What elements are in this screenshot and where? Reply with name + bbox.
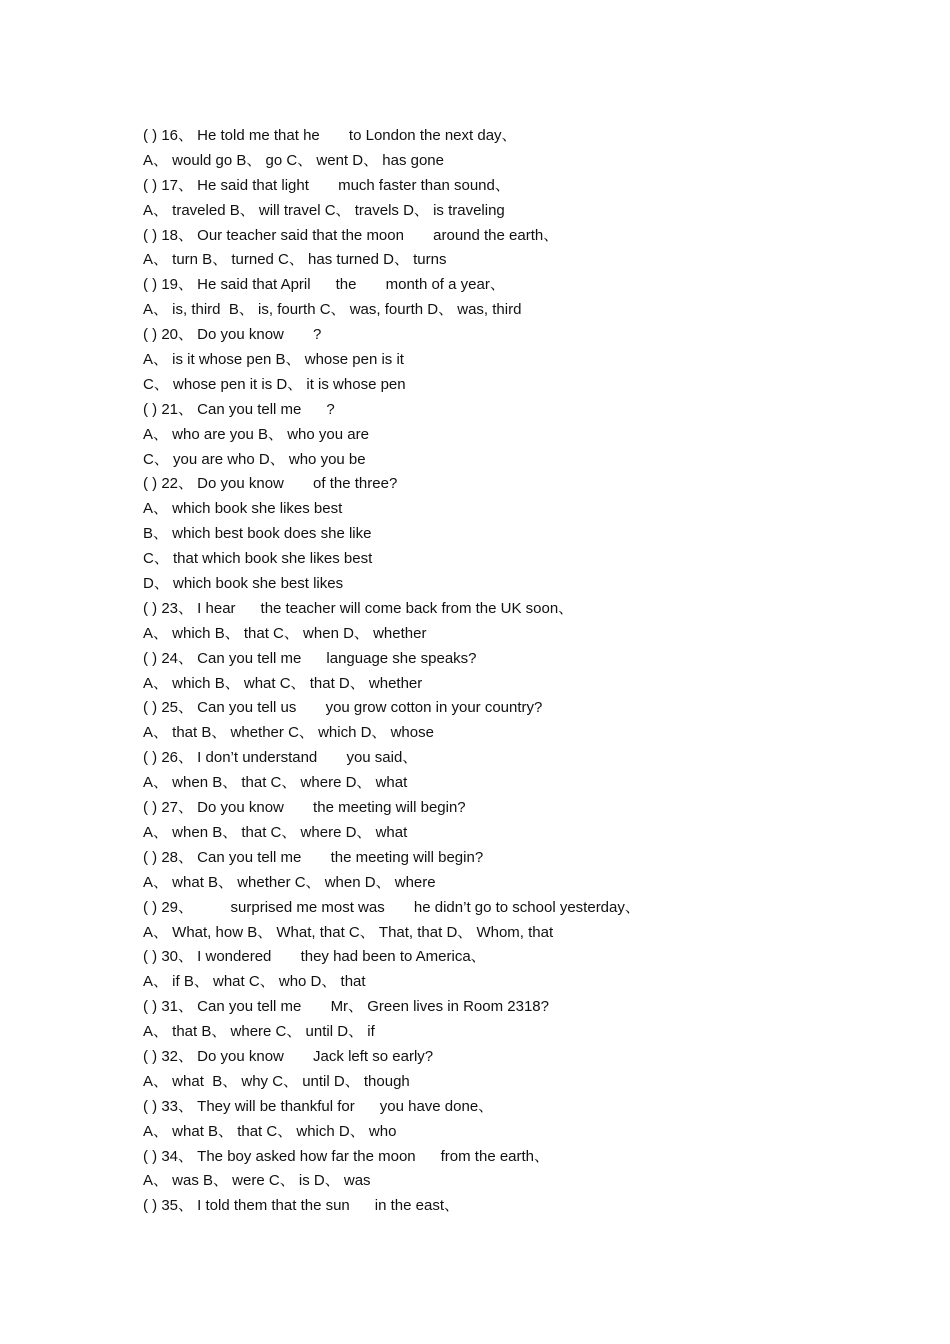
options-line: A、 would go B、 go C、 went D、 has gone [143,151,444,169]
options-line: A、 is it whose pen B、 whose pen is it [143,351,404,369]
options-line: A、 that B、 where C、 until D、 if [143,1023,375,1041]
options-line: A、 What, how B、 What, that C、 That, that D、 Whom, that [143,923,554,941]
question-line: ( ) 22、 Do you know of the three? [143,475,398,493]
options-line: C、 whose pen it is D、 it is whose pen [143,375,406,393]
options-line: A、 that B、 whether C、 which D、 whose [143,724,434,742]
options-line: A、 what B、 that C、 which D、 who [143,1122,397,1140]
question-line: ( ) 16、 He told me that he to London the next day、 [143,127,517,144]
question-line: ( ) 30、 I wondered they had been to America、 [143,948,486,966]
options-line: B、 which best book does she like [143,525,372,543]
question-line: ( ) 19、 He said that April the month of a year、 [143,276,505,294]
question-line: ( ) 34、 The boy asked how far the moon from the earth、 [143,1147,550,1165]
options-line: A、 turn B、 turned C、 has turned D、 turns [143,251,447,269]
options-line: C、 you are who D、 who you be [143,450,366,468]
options-line: A、 what B、 whether C、 when D、 where [143,873,436,891]
options-line: A、 when B、 that C、 where D、 what [143,823,408,841]
question-line: ( ) 35、 I told them that the sun in the east、 [143,1197,459,1215]
question-line: ( ) 20、 Do you know ? [143,326,322,344]
question-line: ( ) 27、 Do you know the meeting will begin? [143,799,466,817]
question-line: ( ) 25、 Can you tell us you grow cotton in your country? [143,699,543,717]
options-line: A、 was B、 were C、 is D、 was [143,1172,371,1190]
question-line: ( ) 26、 I don’t understand you said、 [143,749,418,767]
options-line: A、 traveled B、 will travel C、 travels D、 is traveling [143,201,505,219]
question-line: ( ) 23、 I hear the teacher will come back from the UK soon、 [143,599,574,617]
options-line: A、 which B、 that C、 when D、 whether [143,624,427,642]
question-line: ( ) 32、 Do you know Jack left so early? [143,1047,434,1065]
question-line: ( ) 33、 They will be thankful for you have done、 [143,1097,494,1115]
question-line: ( ) 21、 Can you tell me ? [143,400,335,418]
question-line: ( ) 17、 He said that light much faster than sound、 [143,176,510,194]
options-line: A、 what B、 why C、 until D、 though [143,1072,410,1090]
options-line: A、 who are you B、 who you are [143,425,369,443]
options-line: A、 which book she likes best [143,500,343,518]
options-line: A、 which B、 what C、 that D、 whether [143,674,423,692]
options-line: A、 is, third B、 is, fourth C、 was, fourth D、 was, third [143,301,522,319]
options-line: D、 which book she best likes [143,575,344,593]
options-line: C、 that which book she likes best [143,550,373,568]
question-line: ( ) 18、 Our teacher said that the moon around the earth、 [143,226,559,244]
question-line: ( ) 24、 Can you tell me language she speaks? [143,649,477,667]
question-list [143,124,843,1219]
question-line: ( ) 29、 surprised me most was he didn’t go to school yesterday、 [143,898,640,916]
options-line: A、 when B、 that C、 where D、 what [143,774,408,792]
question-line: ( ) 28、 Can you tell me the meeting will begin? [143,848,484,866]
question-line: ( ) 31、 Can you tell me Mr、 Green lives in Room 2318? [143,998,549,1016]
options-line: A、 if B、 what C、 who D、 that [143,973,366,991]
